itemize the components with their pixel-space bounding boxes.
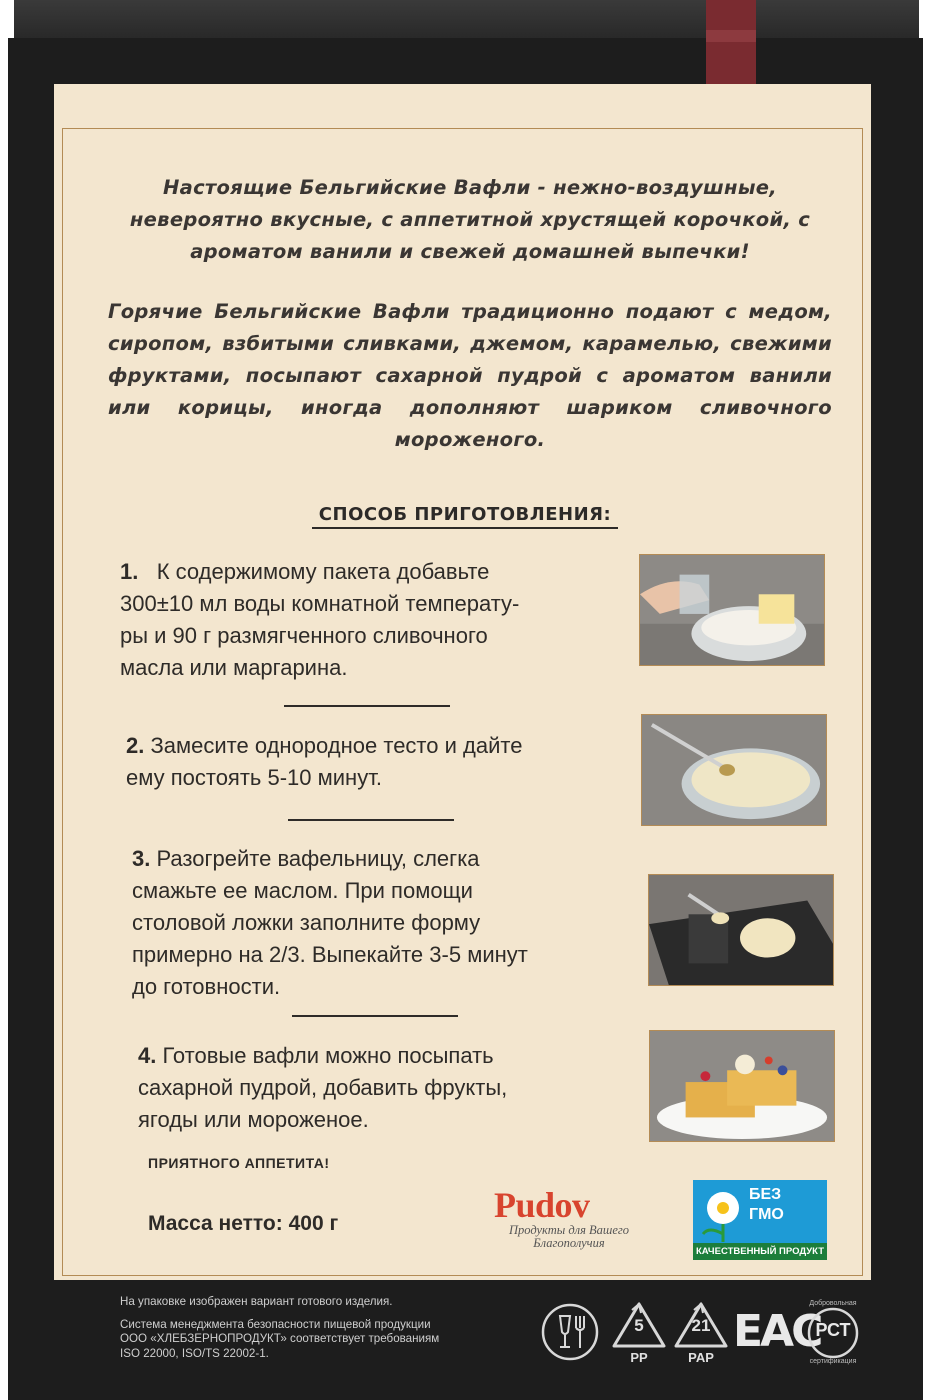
footer-line-1: На упаковке изображен вариант готового изделия. <box>120 1295 393 1308</box>
badge-line-1: БЕЗ <box>749 1186 782 1203</box>
step-line: смажьте ее маслом. При помощи <box>132 878 473 903</box>
step-number: 1. <box>120 559 139 584</box>
recycle-pp-icon <box>608 1300 670 1370</box>
step-line: Готовые вафли можно посыпать <box>162 1043 494 1068</box>
step-number: 2. <box>126 733 145 758</box>
step-4 <box>138 1040 638 1136</box>
glass-fork-icon <box>540 1302 600 1362</box>
intro-paragraph-2: Горячие Бельгийские Вафли традиционно подают с медом, сиропом, взбитыми сливками, джемом, карамелью, свежими фруктами, посыпают сахарной пудрой с ароматом ванили или корицы, иногда дополняют шариком сливочного мороженого. <box>108 300 832 451</box>
step-1 <box>120 556 620 684</box>
step-line: сахарной пудрой, добавить фрукты, <box>138 1075 508 1100</box>
footer-line-3: ООО «ХЛЕБЗЕРНОПРОДУКТ» соответствует требованиям <box>120 1332 440 1346</box>
rst-certification-icon <box>800 1300 866 1366</box>
closing-text: ПРИЯТНОГО АППЕТИТА! <box>148 1155 330 1171</box>
step-line: Разогрейте вафельницу, слегка <box>156 846 480 871</box>
method-title: СПОСОБ ПРИГОТОВЛЕНИЯ: <box>200 504 730 525</box>
step-line: 300±10 мл воды комнатной температу- <box>120 591 520 616</box>
recycle-pp-number: 5 <box>634 1316 644 1335</box>
step-line: примерно на 2/3. Выпекайте 3-5 минут <box>132 942 528 967</box>
recycle-pap-number: 21 <box>691 1316 711 1335</box>
step-number: 4. <box>138 1043 157 1068</box>
step-3 <box>132 843 632 1003</box>
step-2-photo <box>641 714 827 826</box>
step-line: К содержимому пакета добавьте <box>156 559 490 584</box>
rst-ring-bottom: сертификация <box>809 1358 857 1365</box>
step-separator <box>288 819 454 821</box>
footer-line-2: Система менеджмента безопасности пищевой продукции <box>120 1317 431 1331</box>
recycle-pap-code: PAP <box>688 1350 714 1365</box>
badge-bottom: КАЧЕСТВЕННЫЙ ПРОДУКТ <box>693 1243 827 1260</box>
step-4-photo <box>649 1030 835 1142</box>
eac-mark: EAC <box>733 1306 821 1357</box>
brand-tagline-1: Продукты для Вашего <box>508 1223 630 1237</box>
net-weight: Масса нетто: 400 г <box>148 1212 339 1235</box>
intro-paragraph-1: Настоящие Бельгийские Вафли - нежно-воздушные, невероятно вкусные, с аппетитной хрустящей корочкой, с ароматом ванили и свежей домашней выпечки! <box>129 176 811 263</box>
badge-line-2: ГМО <box>749 1206 784 1223</box>
brand-name: Pudov <box>494 1185 590 1225</box>
step-line: ягоды или мороженое. <box>138 1107 369 1132</box>
step-line: масла или маргарина. <box>120 655 348 680</box>
step-3-photo <box>648 874 834 986</box>
flower-icon <box>693 1180 753 1244</box>
footer-line-4: ISO 22000, ISO/TS 22002-1. <box>120 1346 269 1360</box>
step-2 <box>126 730 626 794</box>
step-line: Замесите однородное тесто и дайте <box>150 733 523 758</box>
step-line: ему постоять 5-10 минут. <box>126 765 382 790</box>
rst-label: РСТ <box>815 1320 851 1340</box>
step-separator <box>292 1015 458 1017</box>
recycle-pp-code: PP <box>630 1350 648 1365</box>
step-1-photo <box>639 554 825 666</box>
footer-text <box>120 1295 439 1361</box>
step-line: столовой ложки заполните форму <box>132 910 481 935</box>
no-gmo-badge <box>693 1180 827 1260</box>
step-number: 3. <box>132 846 151 871</box>
red-stripe-highlight <box>706 30 756 42</box>
step-separator <box>284 705 450 707</box>
pudov-logo <box>494 1186 644 1250</box>
recycle-pap-icon <box>670 1300 732 1370</box>
step-line: ры и 90 г размягченного сливочного <box>120 623 488 648</box>
rst-ring-top: Добровольная <box>809 1300 857 1307</box>
red-stripe <box>706 0 756 84</box>
step-line: до готовности. <box>132 974 281 999</box>
brand-tagline-2: Благополучия <box>533 1236 605 1250</box>
